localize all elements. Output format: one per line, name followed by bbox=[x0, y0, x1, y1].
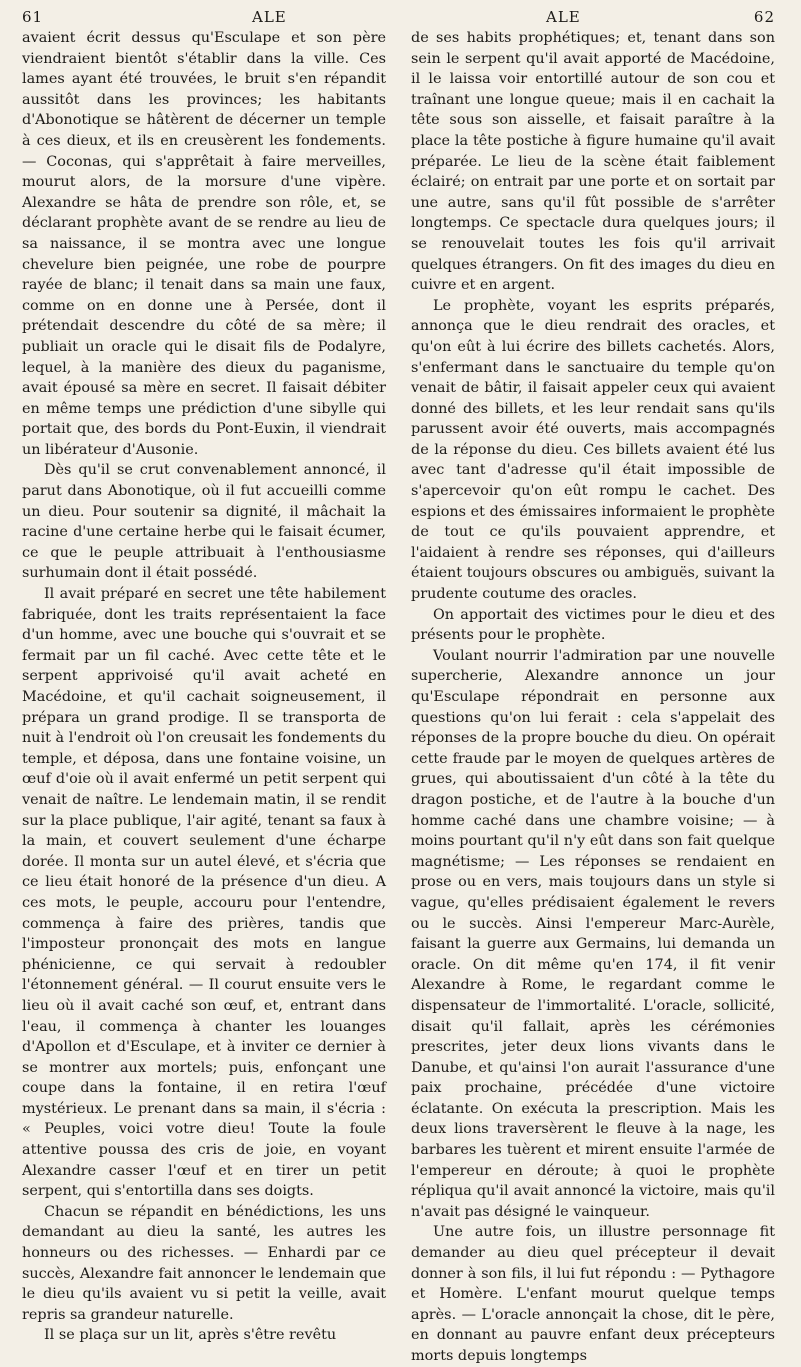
right-column bbox=[411, 28, 775, 1364]
running-header bbox=[22, 6, 775, 30]
left-running-title: ALE bbox=[252, 8, 287, 26]
paragraph: avaient écrit dessus qu'Esculape et son père viendraient bientôt s'établir dans la ville. Ces lames ayant été trouvées, le bruit s'en répandit aussitôt dans les provinces; les habitants d'Abonotique se hâtèrent de décerner un temple à ces dieux, et ils en creusèrent les fondements. — Coconas, qui s'apprêtait à faire merveilles, mourut alors, de la morsure d'une vipère. Alexandre se hâta de prendre son rôle, et, se déclarant prophète avant de se rendre au lieu de sa naissance, il se montra avec une longue chevelure bien peignée, une robe de pourpre rayée de blanc; il tenait dans sa main une faux, comme on en donne une à Persée, dont il prétendait descendre du côté de sa mère; il publiait un oracle qui le disait fils de Podalyre, lequel, à la manière des dieux du paganisme, avait épousé sa mère en secret. Il faisait débiter en même temps une prédiction d'une sibylle qui portait que, des bords du Pont-Euxin, il viendrait un libérateur d'Ausonie. bbox=[22, 30, 386, 458]
left-page-number: 61 bbox=[22, 8, 44, 26]
paragraph: Voulant nourrir l'admiration par une nouvelle supercherie, Alexandre annonce un jour qu'Esculape répondrait en personne aux questions qu'on lui ferait : cela s'appelait des réponses de la propre bouche du dieu. On opérait cette fraude par le moyen de quelques artères de grues, qui aboutissaient d'un côté à la tête du dragon postiche, et de l'autre à la bouche d'un homme caché dans une chambre voisine; — à moins pourtant qu'il n'y eût dans son fait quelque magnétisme; — Les réponses se rendaient en prose ou en vers, mais toujours dans un style si vague, qu'elles prédisaient également le revers ou le succès. Ainsi l'empereur Marc-Aurèle, faisant la guerre aux Germains, lui demanda un oracle. On dit même qu'en 174, il fit venir Alexandre à Rome, le regardant comme le dispensateur de l'immortalité. L'oracle, sollicité, disait qu'il fallait, après les cérémonies prescrites, jeter deux lions vivants dans le Danube, et qu'ainsi l'on aurait l'assurance d'une paix prochaine, précédée d'une victoire éclatante. On exécuta la prescription. Mais les deux lions traversèrent le fleuve à la nage, les barbares les tuèrent et mirent ensuite l'armée de l'empereur en déroute; à quoi le prophète répliqua qu'il avait annoncé la victoire, mais qu'il n'avait pas désigné le vainqueur. bbox=[411, 647, 775, 1220]
right-page-number: 62 bbox=[753, 8, 775, 26]
paragraph: Chacun se répandit en bénédictions, les uns demandant au dieu la santé, les autres les honneurs ou des richesses. — Enhardi par ce succès, Alexandre fait annoncer le lendemain que le dieu qu'ils avaient vu si petit la veille, avait repris sa grandeur naturelle. bbox=[22, 1203, 386, 1323]
left-column bbox=[22, 28, 386, 1344]
paragraph: Il se plaça sur un lit, après s'être revêtu bbox=[44, 1327, 337, 1344]
paragraph: de ses habits prophétiques; et, tenant dans son sein le serpent qu'il avait apporté de Macédoine, il le laissa voir entortillé autour de son cou et traînant une longue queue; mais il en cachait la tête sous son aisselle, et faisait paraître à la place la tête postiche à figure humaine qu'il avait préparée. Le lieu de la scène était faiblement éclairé; on entrait par une porte et on sortait par une autre, sans qu'il fût possible de s'arrêter longtemps. Ce spectacle dura quelques jours; il se renouvelait toutes les fois qu'il arrivait quelques étrangers. On fit des images du dieu en cuivre et en argent. bbox=[411, 30, 775, 294]
paragraph: Le prophète, voyant les esprits préparés, annonça que le dieu rendrait des oracles, et qu'on eût à lui écrire des billets cachetés. Alors, s'enfermant dans le sanctuaire du temple qu'on venait de bâtir, il faisait appeler ceux qui avaient donné des billets, et les leur rendait sans qu'ils parussent avoir été ouverts, mais accompagnés de la réponse du dieu. Ces billets avaient été lus avec tant d'adresse qu'il était impossible de s'apercevoir qu'on eût rompu le cachet. Des espions et des émissaires informaient le prophète de tout ce qu'ils pouvaient apprendre, et l'aidaient à rendre ses réponses, qui d'ailleurs étaient toujours obscures ou ambiguës, suivant la prudente coutume des oracles. bbox=[411, 297, 775, 603]
paragraph: Une autre fois, un illustre personnage fit demander au dieu quel précepteur il devait donner à son fils, il lui fut répondu : — Pythagore et Homère. L'enfant mourut quelque temps après. — L'oracle annonçait la chose, dit le père, en donnant au pauvre enfant deux précepteurs morts depuis longtemps bbox=[411, 1224, 775, 1364]
text-columns bbox=[22, 28, 775, 1364]
right-running-title: ALE bbox=[546, 8, 581, 26]
paragraph: Dès qu'il se crut convenablement annoncé, il parut dans Abonotique, où il fut accueilli comme un dieu. Pour soutenir sa dignité, il mâchait la racine d'une certaine herbe qui le faisait écumer, ce que le peuple attribuait à l'enthousiasme surhumain dont il était possédé. bbox=[22, 462, 386, 582]
paragraph: On apportait des victimes pour le dieu et des présents pour le prophète. bbox=[411, 606, 775, 644]
paragraph: Il avait préparé en secret une tête habilement fabriquée, dont les traits représentaient la face d'un homme, avec une bouche qui s'ouvrait et se fermait par un fil caché. Avec cette tête et le serpent apprivoisé qu'il avait acheté en Macédoine, et qu'il cachait soigneusement, il prépara un grand prodige. Il se transporta de nuit à l'endroit où l'on creusait les fondements du temple, et déposa, dans une fontaine voisine, un œuf d'oie où il avait enfermé un petit serpent qui venait de naître. Le lendemain matin, il se rendit sur la place publique, l'air agité, tenant sa faux à la main, et couvert seulement d'une écharpe dorée. Il monta sur un autel élevé, et s'écria que ce lieu était honoré de la présence d'un dieu. A ces mots, le peuple, accouru pour l'entendre, commença à faire des prières, tandis que l'imposteur prononçait des mots en langue phénicienne, ce qui servait à redoubler l'étonnement général. — Il courut ensuite vers le lieu où il avait caché son œuf, et, entrant dans l'eau, il commença à chanter les louanges d'Apollon et d'Esculape, et à inviter ce dernier à se montrer aux mortels; puis, enfonçant une coupe dans la fontaine, il en retira l'œuf mystérieux. Le prenant dans sa main, il s'écria : « Peuples, voici votre dieu! Toute la foule attentive poussa des cris de joie, en voyant Alexandre casser l'œuf et en tirer un petit serpent, qui s'entortilla dans ses doigts. bbox=[22, 586, 386, 1200]
